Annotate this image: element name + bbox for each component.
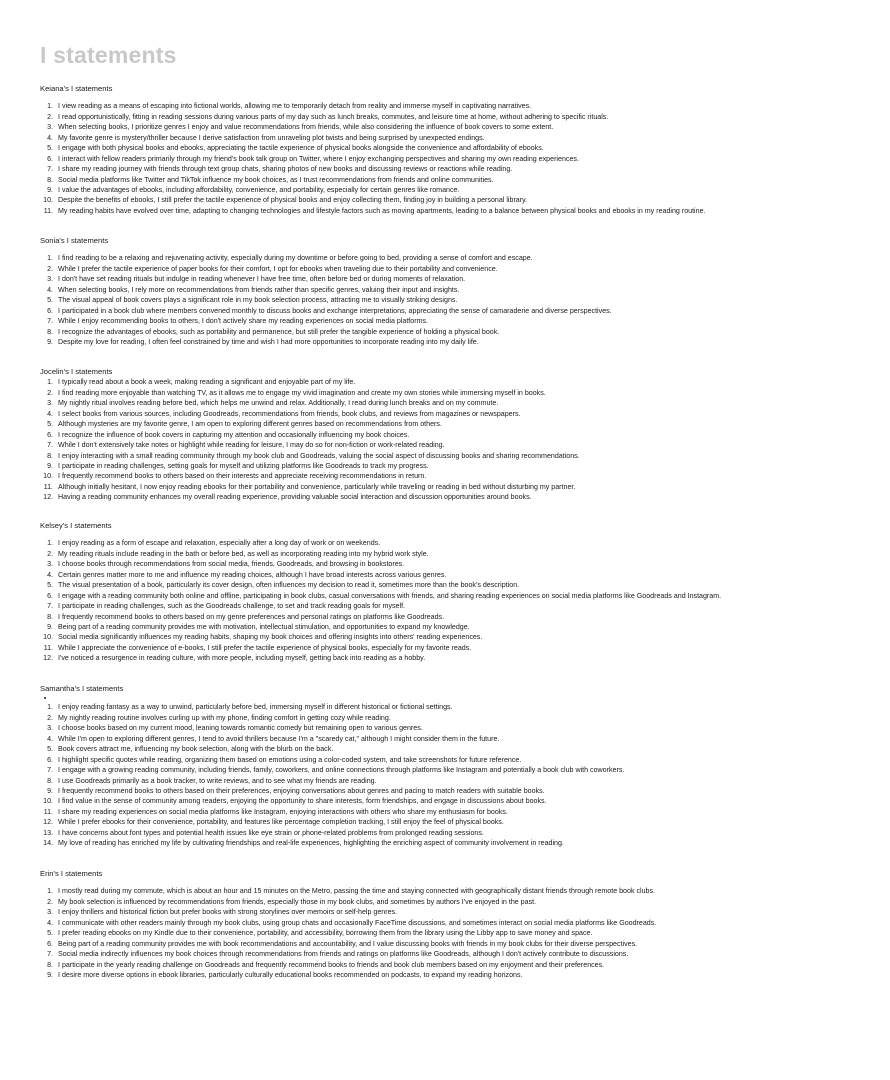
statement-item: 9. I participate in reading challenges, setting goals for myself and utilizing platforms like Goodreads to track my progress. (55, 461, 886, 471)
statement-item: 13. I have concerns about font types and potential health issues like eye strain or phone-related problems from prolonged reading sessions. (55, 828, 886, 838)
statement-item: 10. Despite the benefits of ebooks, I still prefer the tactile experience of physical books and enjoy collecting them, finding joy in building a personal library. (55, 195, 886, 205)
statement-item: 1. I mostly read during my commute, which is about an hour and 15 minutes on the Metro, passing the time and staying connected with geographically distant friends through remote book clubs. (55, 886, 886, 896)
statement-item: 6. I participated in a book club where members convened monthly to discuss books and exchange interpretations, appreciating the sense of camaraderie and diverse perspectives. (55, 306, 886, 316)
statement-list (40, 702, 886, 848)
statement-item: 3. I choose books based on my current mood, leaning towards romantic comedy but remaining open to various genres. (55, 723, 886, 733)
statement-item: 2. My nightly reading routine involves curling up with my phone, finding comfort in getting cozy while reading. (55, 713, 886, 723)
statement-item: 5. I engage with both physical books and ebooks, appreciating the tactile experience of physical books alongside the convenience and affordability of ebooks. (55, 143, 886, 153)
statement-item: 10. I find value in the sense of community among readers, enjoying the opportunity to share interests, form friendships, and engage in discussions about books. (55, 796, 886, 806)
statement-item: 11. While I appreciate the convenience of e-books, I still prefer the tactile experience of physical books, especially for my favorite reads. (55, 643, 886, 653)
statement-item: 8. I participate in the yearly reading challenge on Goodreads and frequently recommend books to friends and book club members based on my enjoyment and their preferences. (55, 960, 886, 970)
section-sonia (40, 236, 886, 347)
statement-item: 2. I read opportunistically, fitting in reading sessions during various parts of my day such as lunch breaks, commutes, and leisure time at home, without adhering to specific rituals. (55, 112, 886, 122)
statement-item: 10. I frequently recommend books to others based on their interests and appreciate receiving recommendations in return. (55, 471, 886, 481)
statement-item: 12. I've noticed a resurgence in reading culture, with more people, including myself, getting back into reading as a hobby. (55, 653, 886, 663)
statement-item: 2. I find reading more enjoyable than watching TV, as it allows me to engage my vivid imagination and create my own stories while immersing myself in books. (55, 388, 886, 398)
statement-item: 4. While I'm open to exploring different genres, I tend to avoid thrillers because I'm a "scaredy cat," although I might consider them in the future. (55, 734, 886, 744)
statement-item: 6. I highlight specific quotes while reading, organizing them based on emotions using a color-coded system, and take screenshots for future reference. (55, 755, 886, 765)
statement-item: 11. Although initially hesitant, I now enjoy reading ebooks for their portability and convenience, particularly while traveling or reading in bed without disturbing my partner. (55, 482, 886, 492)
statement-item: 8. I use Goodreads primarily as a book tracker, to write reviews, and to see what my friends are reading. (55, 776, 886, 786)
statement-item: 12. While I prefer ebooks for their convenience, portability, and features like percentage completion tracking, I still enjoy the feel of physical books. (55, 817, 886, 827)
statement-item: 3. I choose books through recommendations from social media, friends, Goodreads, and browsing in bookstores. (55, 559, 886, 569)
statement-item: 6. I recognize the influence of book covers in capturing my attention and occasionally influencing my book choices. (55, 430, 886, 440)
statement-item: 9. I desire more diverse options in ebook libraries, particularly culturally educational books recommended on podcasts, to expand my reading horizons. (55, 970, 886, 980)
statement-item: 1. I view reading as a means of escaping into fictional worlds, allowing me to temporarily detach from reality and immerse myself in captivating narratives. (55, 101, 886, 111)
statement-list (40, 377, 886, 502)
statement-item: 7. I participate in reading challenges, such as the Goodreads challenge, to set and track reading goals for myself. (55, 601, 886, 611)
statement-item: 8. Social media platforms like Twitter and TikTok influence my book choices, as I trust recommendations from friends and online communities. (55, 175, 886, 185)
section-heading: Sonia's I statements (40, 236, 109, 245)
statement-item: 1. I typically read about a book a week, making reading a significant and enjoyable part of my life. (55, 377, 886, 387)
section-heading: Samantha's I statements (40, 684, 124, 693)
statement-item: 9. Despite my love for reading, I often feel constrained by time and wish I had more opportunities to incorporate reading into my daily life. (55, 337, 886, 347)
section-heading: Keiana's I statements (40, 84, 113, 93)
statement-item: 9. I frequently recommend books to others based on their preferences, enjoying conversations about genres and pacing to match readers with suitable books. (55, 786, 886, 796)
statement-item: 2. While I prefer the tactile experience of paper books for their comfort, I opt for ebooks when traveling due to their portability and convenience. (55, 264, 886, 274)
page-title: I statements (40, 42, 177, 68)
statement-item: 11. My reading habits have evolved over time, adapting to changing technologies and lifestyle factors such as moving apartments, leading to a balance between physical books and ebooks in my reading routine. (55, 206, 886, 216)
statement-item: 7. While I enjoy recommending books to others, I don't actively share my reading experiences on social media platforms. (55, 316, 886, 326)
section-samantha (40, 684, 886, 849)
statement-item: 4. Certain genres matter more to me and influence my reading choices, although I have broad interests across various genres. (55, 570, 886, 580)
statement-item: 6. I engage with a reading community both online and offline, participating in book clubs, casual conversations with friends, and sharing reading experiences on social media platforms like Goodreads and Instagram. (55, 591, 886, 601)
statement-item: 6. I interact with fellow readers primarily through my friend's book talk group on Twitter, where I enjoy exchanging perspectives and sharing my own reading experiences. (55, 154, 886, 164)
statement-item: 9. I value the advantages of ebooks, including affordability, convenience, and portability, especially for certain genres like romance. (55, 185, 886, 195)
section-keiana (40, 84, 886, 216)
section-kelsey (40, 521, 886, 664)
statement-item: 7. Social media indirectly influences my book choices through recommendations from friends and ratings on platforms like Goodreads, although I don't actively contribute to discussions. (55, 949, 886, 959)
section-heading: Jocelin's I statements (40, 367, 113, 376)
statement-item: 10. Social media significantly influences my reading habits, shaping my book choices and offering insights into others' reading experiences. (55, 632, 886, 642)
statement-item: 11. I share my reading experiences on social media platforms like Instagram, enjoying interactions with others who share my enthusiasm for books. (55, 807, 886, 817)
section-heading: Erin's I statements (40, 869, 103, 878)
section-jocelin (40, 367, 886, 503)
statement-item: 7. I engage with a growing reading community, including friends, family, coworkers, and online connections through platforms like Instagram and potentially a book club with coworkers. (55, 765, 886, 775)
empty-bullet-list (40, 694, 886, 702)
statement-item: 5. The visual presentation of a book, particularly its cover design, often influences my decision to read it, sometimes more than the book's description. (55, 580, 886, 590)
statement-item: 5. Book covers attract me, influencing my book selection, along with the blurb on the back. (55, 744, 886, 754)
statement-item: 6. Being part of a reading community provides me with book recommendations and accountability, and I value discussing books with friends in my book clubs for their diverse perspectives. (55, 939, 886, 949)
statement-item: 3. My nightly ritual involves reading before bed, which helps me unwind and relax. Additionally, I read during lunch breaks and on my commute. (55, 398, 886, 408)
statement-item: 2. My reading rituals include reading in the bath or before bed, as well as incorporating reading into my hybrid work style. (55, 549, 886, 559)
statement-list (40, 538, 886, 663)
statement-item: 8. I frequently recommend books to others based on my genre preferences and personal ratings on platforms like Goodreads. (55, 612, 886, 622)
statement-item: 5. The visual appeal of book covers plays a significant role in my book selection process, attracting me to visually striking designs. (55, 295, 886, 305)
statement-item: 4. When selecting books, I rely more on recommendations from friends rather than specific genres, valuing their input and insights. (55, 285, 886, 295)
statement-item: 1. I enjoy reading as a form of escape and relaxation, especially after a long day of work or on weekends. (55, 538, 886, 548)
statement-item: 2. My book selection is influenced by recommendations from friends, especially those in my book clubs, and sometimes by authors I've enjoyed in the past. (55, 897, 886, 907)
section-heading: Kelsey's I statements (40, 521, 112, 530)
section-erin (40, 869, 886, 980)
statement-item: 12. Having a reading community enhances my overall reading experience, providing valuable social interaction and discussion opportunities around books. (55, 492, 886, 502)
statement-list (40, 253, 886, 347)
statement-item: 4. My favorite genre is mystery/thriller because I derive satisfaction from unraveling plot twists and being surprised by unexpected endings. (55, 133, 886, 143)
statement-item: 5. I prefer reading ebooks on my Kindle due to their convenience, portability, and accessibility, borrowing them from the library using the Libby app to save money and space. (55, 928, 886, 938)
statement-item: 1. I enjoy reading fantasy as a way to unwind, particularly before bed, immersing myself in different historical or fictional settings. (55, 702, 886, 712)
statement-item: 4. I select books from various sources, including Goodreads, recommendations from friends, book clubs, and reviews from magazines or newspapers. (55, 409, 886, 419)
statement-item: 5. Although mysteries are my favorite genre, I am open to exploring different genres based on recommendations from others. (55, 419, 886, 429)
statement-item: 7. While I don't extensively take notes or highlight while reading for leisure, I may do so for non-fiction or work-related reading. (55, 440, 886, 450)
statement-list (40, 101, 886, 216)
statement-list (40, 886, 886, 980)
statement-item: 8. I recognize the advantages of ebooks, such as portability and permanence, but still prefer the tangible experience of holding a physical book. (55, 327, 886, 337)
statement-item: 3. When selecting books, I prioritize genres I enjoy and value recommendations from friends, while also considering the influence of book covers to some extent. (55, 122, 886, 132)
statement-item: 3. I enjoy thrillers and historical fiction but prefer books with strong storylines over memoirs or self-help genres. (55, 907, 886, 917)
statement-item: 4. I communicate with other readers mainly through my book clubs, using group chats and occasionally FaceTime discussions, and sometimes interact on social media platforms like Goodreads. (55, 918, 886, 928)
statement-item: 7. I share my reading journey with friends through text group chats, sharing photos of new books and discussing reviews or reactions while reading. (55, 164, 886, 174)
empty-bullet (55, 694, 886, 702)
statement-item: 9. Being part of a reading community provides me with motivation, intellectual stimulation, and opportunities to expand my knowledge. (55, 622, 886, 632)
statement-item: 3. I don't have set reading rituals but indulge in reading whenever I have free time, often before bed or during moments of relaxation. (55, 274, 886, 284)
statement-item: 1. I find reading to be a relaxing and rejuvenating activity, especially during my downtime or before going to bed, providing a sense of comfort and escape. (55, 253, 886, 263)
statement-item: 8. I enjoy interacting with a small reading community through my book club and Goodreads, valuing the social aspect of discussing books and sharing recommendations. (55, 451, 886, 461)
statement-item: 14. My love of reading has enriched my life by cultivating friendships and real-life experiences, highlighting the enriching aspect of community involvement in reading. (55, 838, 886, 848)
